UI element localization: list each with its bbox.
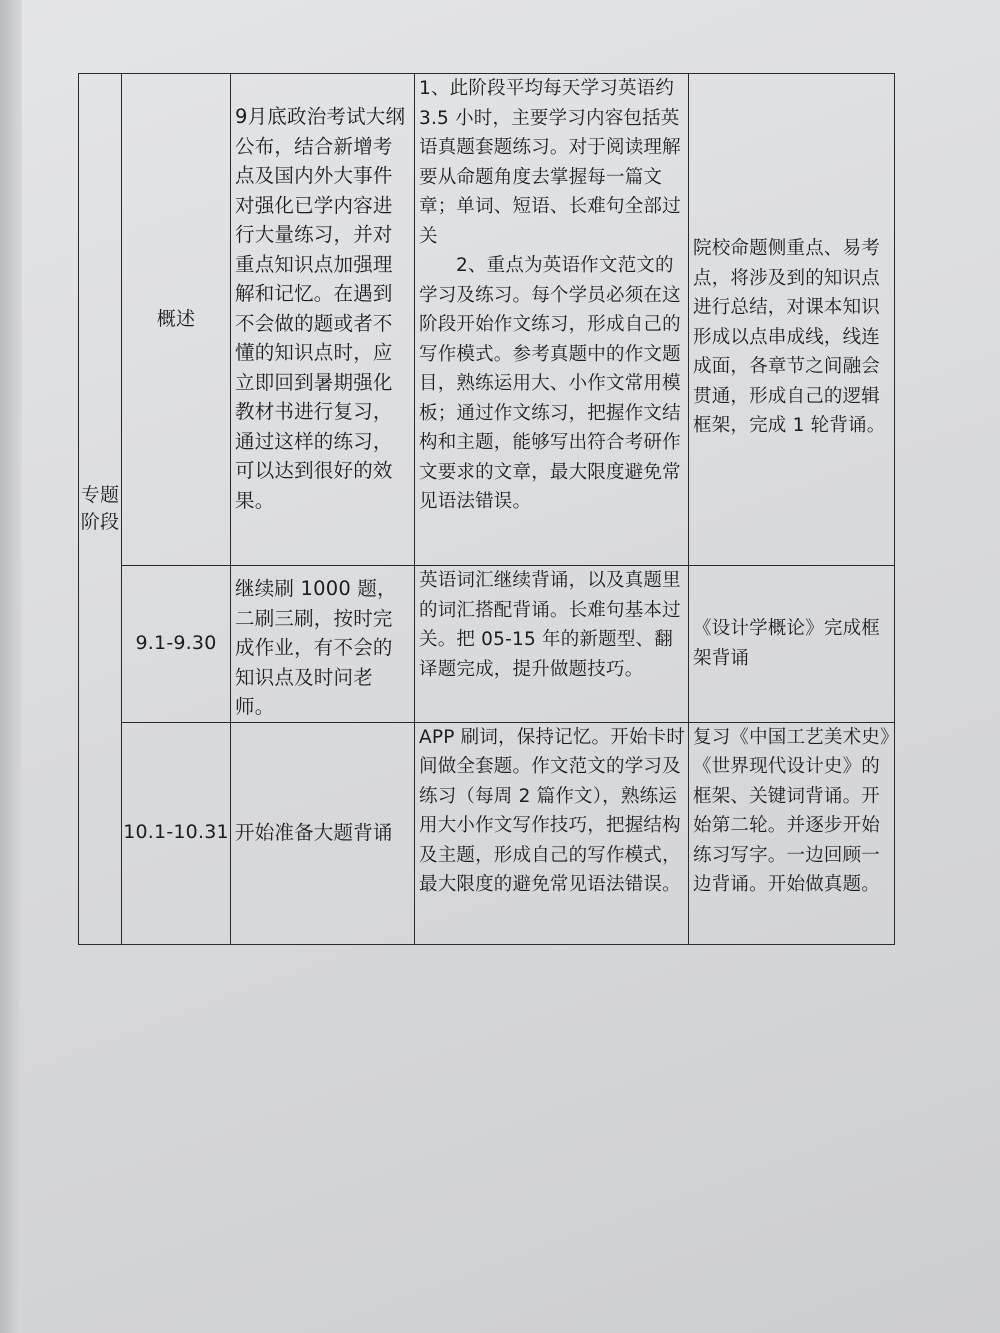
english-cell xyxy=(415,566,689,723)
period-label: 概述 xyxy=(156,307,196,330)
major-text: 《设计学概论》完成框架背诵 xyxy=(693,618,881,669)
page-edge-shadow xyxy=(0,0,22,1333)
politics-text: 开始准备大题背诵 xyxy=(235,821,393,845)
study-plan-table xyxy=(78,73,895,945)
english-paragraph-1: 1、此阶段平均每天学习英语约 3.5 小时，主要学习内容包括英语真题套题练习。对于阅读理解要从命题角度去掌握每一篇文章；单词、短语、长难句全部过关 xyxy=(419,78,681,247)
period-cell xyxy=(122,722,231,944)
stage-label: 专题 阶段 xyxy=(80,483,120,533)
english-text: 英语词汇继续背诵，以及真题里的词汇搭配背诵。长难句基本过关。把 05-15 年的新题型、翻译题完成，提升做题技巧。 xyxy=(419,570,681,680)
english-cell xyxy=(415,722,689,944)
period-label: 10.1-10.31 xyxy=(123,821,229,844)
table-row xyxy=(79,722,895,944)
table-row xyxy=(79,74,895,566)
stage-cell xyxy=(79,74,122,945)
politics-cell xyxy=(231,74,415,566)
major-text: 院校命题侧重点、易考点，将涉及到的知识点进行总结，对课本知识形成以点串成线，线连成面，各章节之间融会贯通，形成自己的逻辑框架，完成 1 轮背诵。 xyxy=(693,238,886,437)
major-cell xyxy=(689,722,895,944)
english-text: APP 刷词，保持记忆。开始卡时间做全套题。作文范文的学习及练习（每周 2 篇作文），熟练运用大小作文写作技巧，把握结构及主题，形成自己的写作模式，最大限度的避免常见语法错误。 xyxy=(419,726,686,895)
period-cell xyxy=(122,566,231,723)
major-cell xyxy=(689,74,895,566)
politics-cell xyxy=(231,722,415,944)
politics-text: 9月底政治考试大纲公布，结合新增考点及国内外大事件对强化已学内容进行大量练习，并对重点知识点加强理解和记忆。在遇到不会做的题或者不懂的知识点时，应立即回到暑期强化教材书进行复习，通过这样的练习，可以达到很好的效果。 xyxy=(235,105,406,512)
period-label: 9.1-9.30 xyxy=(135,632,217,654)
major-cell xyxy=(689,566,895,723)
major-text: 复习《中国工艺美术史》《世界现代设计史》的框架、关键词背诵。开始第二轮。并逐步开始练习写字。一边回顾一边背诵。开始做真题。 xyxy=(693,726,890,895)
english-paragraph-2: 2、重点为英语作文范文的学习及练习。每个学员必须在这阶段开始作文练习，形成自己的写作模式。参考真题中的作文题目，熟练运用大、小作文常用模板；通过作文练习，把握作文结构和主题，能够写出符合考研作文要求的文章，最大限度避免常见语法错误。 xyxy=(419,255,681,512)
table-row xyxy=(79,566,895,723)
period-cell xyxy=(122,74,231,566)
politics-cell xyxy=(231,566,415,723)
politics-text: 继续刷 1000 题，二刷三刷，按时完成作业，有不会的知识点及时问老师。 xyxy=(235,577,397,718)
english-cell xyxy=(415,74,689,566)
